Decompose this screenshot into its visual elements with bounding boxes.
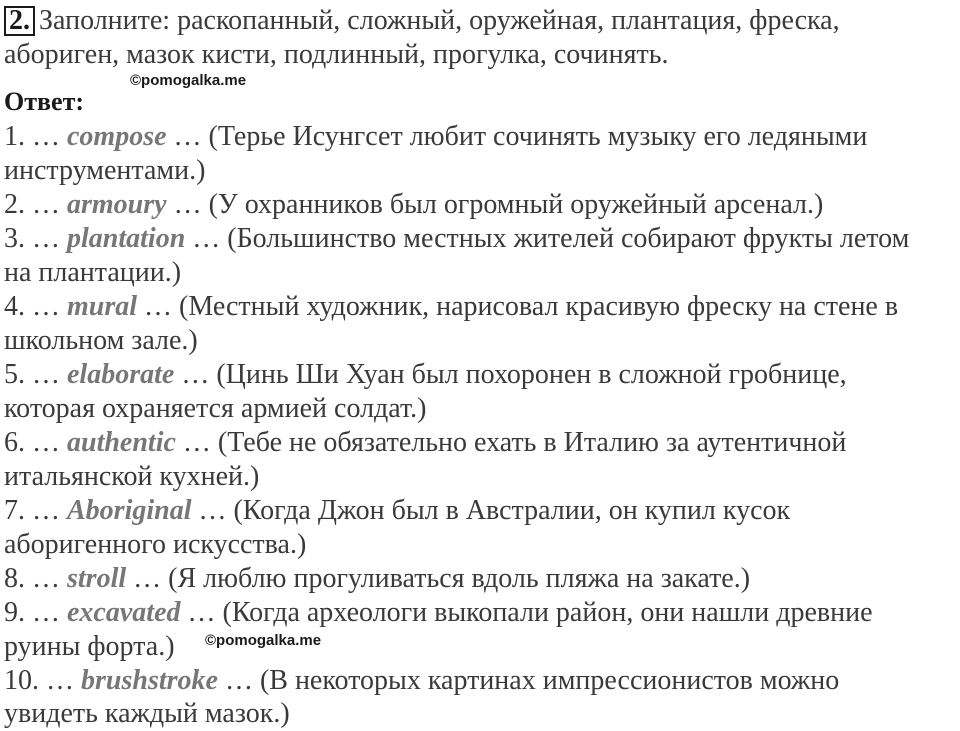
answer-9-prefix: 9. … [4, 597, 67, 628]
answer-7-text: … (Когда Джон был в Австралии, он купил кусок [191, 495, 791, 526]
answer-7 [4, 494, 790, 528]
watermark-top: ©pomogalka.me [130, 72, 247, 89]
task-line-1 [4, 4, 840, 38]
answer-5 [4, 358, 847, 392]
answer-5-continuation: которая охраняется армией солдат.) [4, 393, 427, 424]
answer-5-cont [4, 392, 426, 426]
answer-9-continuation: руины форта.) [4, 631, 175, 662]
answer-heading: Ответ: [4, 87, 85, 116]
answer-1-cont [4, 154, 205, 188]
answer-4-prefix: 4. … [4, 291, 67, 322]
answer-10-text: … (В некоторых картинах импрессионистов можно [217, 665, 840, 696]
answer-8 [4, 562, 750, 596]
task-text-2: абориген, мазок кисти, подлинный, прогулка, сочинять. [4, 39, 669, 70]
answer-6-prefix: 6. … [4, 427, 67, 458]
answer-9-text: … (Когда археологи выкопали район, они нашли древние [180, 597, 873, 628]
answer-9-word: excavated [67, 597, 181, 628]
answer-10-prefix: 10. … [4, 665, 81, 696]
answer-4-text: … (Местный художник, нарисовал красивую фреску на стене в [137, 291, 899, 322]
answer-10 [4, 664, 839, 698]
answer-1-continuation: инструментами.) [4, 155, 206, 186]
answer-5-text: … (Цинь Ши Хуан был похоронен в сложной гробнице, [174, 359, 847, 390]
answer-2-text: … (У охранников был огромный оружейный арсенал.) [166, 189, 824, 220]
answer-10-word: brushstroke [81, 665, 218, 696]
watermark-bottom: ©pomogalka.me [205, 632, 322, 649]
answer-7-prefix: 7. … [4, 495, 67, 526]
answer-3-word: plantation [67, 223, 186, 254]
answer-4-continuation: школьном зале.) [4, 325, 198, 356]
answer-1-text: … (Терье Исунгсет любит сочинять музыку его ледяными [166, 121, 868, 152]
answer-6-word: authentic [67, 427, 176, 458]
answer-10-continuation: увидеть каждый мазок.) [4, 698, 290, 729]
answer-2-word: armoury [67, 189, 167, 220]
answer-9-cont [4, 630, 175, 664]
answer-7-cont [4, 528, 306, 562]
answer-1-word: compose [67, 121, 167, 152]
answer-6-cont [4, 460, 259, 494]
task-number: 2. [4, 6, 35, 36]
answer-7-word: Aboriginal [67, 495, 192, 526]
answer-4-cont [4, 324, 198, 358]
answer-8-text: … (Я люблю прогуливаться вдоль пляжа на закате.) [126, 563, 751, 594]
task-line-2 [4, 38, 668, 72]
answer-1 [4, 120, 867, 154]
answer-4 [4, 290, 898, 324]
answer-2-prefix: 2. … [4, 189, 67, 220]
answer-8-prefix: 8. … [4, 563, 67, 594]
answer-1-prefix: 1. … [4, 121, 67, 152]
answer-5-prefix: 5. … [4, 359, 67, 390]
answer-3 [4, 222, 909, 256]
task-text-1: Заполните: раскопанный, сложный, оружейная, плантация, фреска, [39, 5, 840, 36]
answer-2 [4, 188, 823, 222]
answer-5-word: elaborate [67, 359, 175, 390]
answer-6-text: … (Тебе не обязательно ехать в Италию за аутентичной [175, 427, 847, 458]
answer-4-word: mural [67, 291, 138, 322]
answer-9 [4, 596, 873, 630]
answer-10-cont [4, 697, 290, 731]
answer-6-continuation: итальянской кухней.) [4, 461, 260, 492]
answer-3-text: … (Большинство местных жителей собирают фрукты летом [185, 223, 910, 254]
answer-6 [4, 426, 846, 460]
answer-7-continuation: аборигенного искусства.) [4, 529, 307, 560]
answer-3-cont [4, 256, 181, 290]
answer-3-prefix: 3. … [4, 223, 67, 254]
answer-8-word: stroll [67, 563, 127, 594]
answer-3-continuation: на плантации.) [4, 257, 182, 288]
